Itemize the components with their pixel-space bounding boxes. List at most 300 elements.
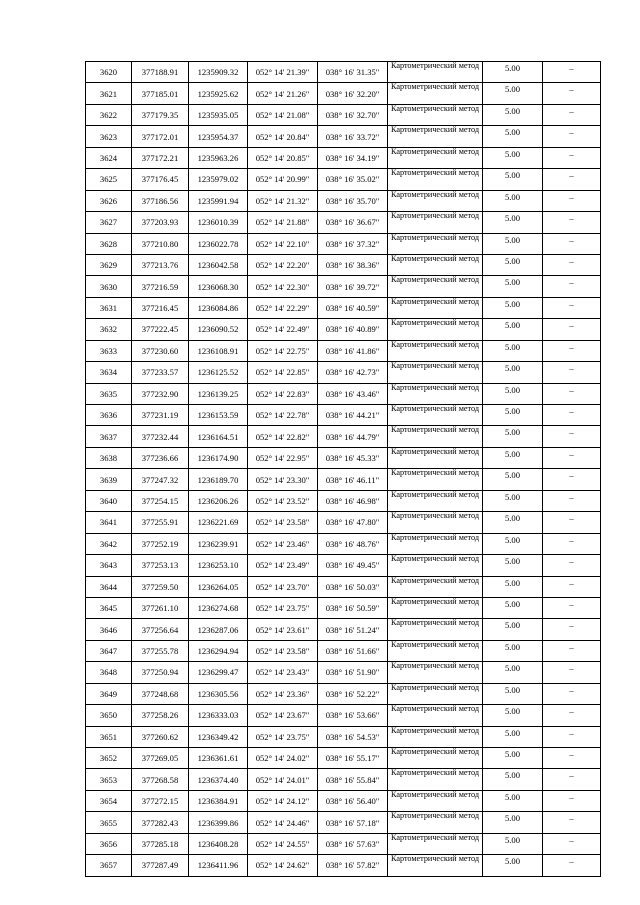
y-coordinate-cell: 1235979.02 bbox=[189, 169, 248, 190]
point-number-cell: 3648 bbox=[86, 662, 132, 683]
accuracy-cell: 5.00 bbox=[483, 147, 543, 168]
longitude-cell: 038° 16' 36.67" bbox=[318, 212, 388, 233]
y-coordinate-cell: 1236068.30 bbox=[189, 276, 248, 297]
table-row bbox=[86, 383, 601, 404]
longitude-cell: 038° 16' 43.46" bbox=[318, 383, 388, 404]
note-cell: – bbox=[543, 169, 601, 190]
y-coordinate-cell: 1236294.94 bbox=[189, 640, 248, 661]
point-number-cell: 3631 bbox=[86, 297, 132, 318]
method-cell: Картометрический метод bbox=[388, 855, 483, 876]
method-cell: Картометрический метод bbox=[388, 447, 483, 468]
longitude-cell: 038° 16' 33.72" bbox=[318, 126, 388, 147]
accuracy-cell: 5.00 bbox=[483, 362, 543, 383]
table-row bbox=[86, 790, 601, 811]
longitude-cell: 038° 16' 32.70" bbox=[318, 104, 388, 125]
x-coordinate-cell: 377256.64 bbox=[132, 619, 189, 640]
note-cell: – bbox=[543, 297, 601, 318]
x-coordinate-cell: 377185.01 bbox=[132, 83, 189, 104]
table-row bbox=[86, 319, 601, 340]
accuracy-cell: 5.00 bbox=[483, 405, 543, 426]
latitude-cell: 052° 14' 22.49" bbox=[248, 319, 318, 340]
point-number-cell: 3623 bbox=[86, 126, 132, 147]
method-cell: Картометрический метод bbox=[388, 512, 483, 533]
latitude-cell: 052° 14' 23.49" bbox=[248, 555, 318, 576]
longitude-cell: 038° 16' 44.21" bbox=[318, 405, 388, 426]
method-cell: Картометрический метод bbox=[388, 169, 483, 190]
y-coordinate-cell: 1235935.05 bbox=[189, 104, 248, 125]
longitude-cell: 038° 16' 56.40" bbox=[318, 790, 388, 811]
point-number-cell: 3649 bbox=[86, 683, 132, 704]
longitude-cell: 038° 16' 32.20" bbox=[318, 83, 388, 104]
point-number-cell: 3624 bbox=[86, 147, 132, 168]
y-coordinate-cell: 1236253.10 bbox=[189, 555, 248, 576]
longitude-cell: 038° 16' 41.86" bbox=[318, 340, 388, 361]
y-coordinate-cell: 1236239.91 bbox=[189, 533, 248, 554]
accuracy-cell: 5.00 bbox=[483, 383, 543, 404]
latitude-cell: 052° 14' 20.99" bbox=[248, 169, 318, 190]
method-cell: Картометрический метод bbox=[388, 212, 483, 233]
latitude-cell: 052° 14' 23.58" bbox=[248, 512, 318, 533]
latitude-cell: 052° 14' 24.12" bbox=[248, 790, 318, 811]
x-coordinate-cell: 377285.18 bbox=[132, 833, 189, 854]
table-row bbox=[86, 576, 601, 597]
accuracy-cell: 5.00 bbox=[483, 790, 543, 811]
accuracy-cell: 5.00 bbox=[483, 683, 543, 704]
x-coordinate-cell: 377260.62 bbox=[132, 726, 189, 747]
table-body bbox=[86, 62, 601, 877]
table-row bbox=[86, 705, 601, 726]
latitude-cell: 052° 14' 23.70" bbox=[248, 576, 318, 597]
coordinates-table bbox=[85, 61, 601, 877]
latitude-cell: 052° 14' 23.30" bbox=[248, 469, 318, 490]
latitude-cell: 052° 14' 23.67" bbox=[248, 705, 318, 726]
point-number-cell: 3646 bbox=[86, 619, 132, 640]
longitude-cell: 038° 16' 34.19" bbox=[318, 147, 388, 168]
table-row bbox=[86, 597, 601, 618]
note-cell: – bbox=[543, 405, 601, 426]
method-cell: Картометрический метод bbox=[388, 833, 483, 854]
point-number-cell: 3637 bbox=[86, 426, 132, 447]
note-cell: – bbox=[543, 705, 601, 726]
note-cell: – bbox=[543, 597, 601, 618]
x-coordinate-cell: 377287.49 bbox=[132, 855, 189, 876]
table-row bbox=[86, 833, 601, 854]
point-number-cell: 3653 bbox=[86, 769, 132, 790]
method-cell: Картометрический метод bbox=[388, 362, 483, 383]
accuracy-cell: 5.00 bbox=[483, 297, 543, 318]
method-cell: Картометрический метод bbox=[388, 790, 483, 811]
table-row bbox=[86, 726, 601, 747]
accuracy-cell: 5.00 bbox=[483, 576, 543, 597]
note-cell: – bbox=[543, 833, 601, 854]
accuracy-cell: 5.00 bbox=[483, 597, 543, 618]
point-number-cell: 3622 bbox=[86, 104, 132, 125]
accuracy-cell: 5.00 bbox=[483, 447, 543, 468]
longitude-cell: 038° 16' 42.73" bbox=[318, 362, 388, 383]
latitude-cell: 052° 14' 24.01" bbox=[248, 769, 318, 790]
x-coordinate-cell: 377259.50 bbox=[132, 576, 189, 597]
method-cell: Картометрический метод bbox=[388, 405, 483, 426]
x-coordinate-cell: 377179.35 bbox=[132, 104, 189, 125]
note-cell: – bbox=[543, 126, 601, 147]
method-cell: Картометрический метод bbox=[388, 83, 483, 104]
y-coordinate-cell: 1236139.25 bbox=[189, 383, 248, 404]
latitude-cell: 052° 14' 22.95" bbox=[248, 447, 318, 468]
method-cell: Картометрический метод bbox=[388, 190, 483, 211]
point-number-cell: 3654 bbox=[86, 790, 132, 811]
y-coordinate-cell: 1235925.62 bbox=[189, 83, 248, 104]
y-coordinate-cell: 1236299.47 bbox=[189, 662, 248, 683]
longitude-cell: 038° 16' 51.66" bbox=[318, 640, 388, 661]
point-number-cell: 3643 bbox=[86, 555, 132, 576]
y-coordinate-cell: 1236361.61 bbox=[189, 748, 248, 769]
x-coordinate-cell: 377186.56 bbox=[132, 190, 189, 211]
method-cell: Картометрический метод bbox=[388, 490, 483, 511]
note-cell: – bbox=[543, 640, 601, 661]
note-cell: – bbox=[543, 276, 601, 297]
accuracy-cell: 5.00 bbox=[483, 62, 543, 83]
table-row bbox=[86, 490, 601, 511]
table-row bbox=[86, 640, 601, 661]
x-coordinate-cell: 377172.01 bbox=[132, 126, 189, 147]
y-coordinate-cell: 1236287.06 bbox=[189, 619, 248, 640]
x-coordinate-cell: 377216.45 bbox=[132, 297, 189, 318]
y-coordinate-cell: 1236399.86 bbox=[189, 812, 248, 833]
latitude-cell: 052° 14' 23.52" bbox=[248, 490, 318, 511]
longitude-cell: 038° 16' 57.82" bbox=[318, 855, 388, 876]
accuracy-cell: 5.00 bbox=[483, 555, 543, 576]
method-cell: Картометрический метод bbox=[388, 383, 483, 404]
table-row bbox=[86, 190, 601, 211]
note-cell: – bbox=[543, 383, 601, 404]
accuracy-cell: 5.00 bbox=[483, 512, 543, 533]
note-cell: – bbox=[543, 533, 601, 554]
longitude-cell: 038° 16' 57.63" bbox=[318, 833, 388, 854]
point-number-cell: 3628 bbox=[86, 233, 132, 254]
latitude-cell: 052° 14' 21.39" bbox=[248, 62, 318, 83]
note-cell: – bbox=[543, 426, 601, 447]
note-cell: – bbox=[543, 190, 601, 211]
latitude-cell: 052° 14' 22.82" bbox=[248, 426, 318, 447]
latitude-cell: 052° 14' 23.58" bbox=[248, 640, 318, 661]
table-row bbox=[86, 769, 601, 790]
point-number-cell: 3636 bbox=[86, 405, 132, 426]
longitude-cell: 038° 16' 37.32" bbox=[318, 233, 388, 254]
table-row bbox=[86, 126, 601, 147]
point-number-cell: 3635 bbox=[86, 383, 132, 404]
table-row bbox=[86, 62, 601, 83]
method-cell: Картометрический метод bbox=[388, 683, 483, 704]
x-coordinate-cell: 377232.44 bbox=[132, 426, 189, 447]
accuracy-cell: 5.00 bbox=[483, 469, 543, 490]
longitude-cell: 038° 16' 54.53" bbox=[318, 726, 388, 747]
accuracy-cell: 5.00 bbox=[483, 319, 543, 340]
point-number-cell: 3642 bbox=[86, 533, 132, 554]
latitude-cell: 052° 14' 22.85" bbox=[248, 362, 318, 383]
x-coordinate-cell: 377258.26 bbox=[132, 705, 189, 726]
table-row bbox=[86, 533, 601, 554]
longitude-cell: 038° 16' 48.76" bbox=[318, 533, 388, 554]
note-cell: – bbox=[543, 212, 601, 233]
note-cell: – bbox=[543, 619, 601, 640]
longitude-cell: 038° 16' 57.18" bbox=[318, 812, 388, 833]
method-cell: Картометрический метод bbox=[388, 297, 483, 318]
x-coordinate-cell: 377254.15 bbox=[132, 490, 189, 511]
method-cell: Картометрический метод bbox=[388, 576, 483, 597]
latitude-cell: 052° 14' 24.46" bbox=[248, 812, 318, 833]
latitude-cell: 052° 14' 22.20" bbox=[248, 254, 318, 275]
note-cell: – bbox=[543, 512, 601, 533]
accuracy-cell: 5.00 bbox=[483, 812, 543, 833]
point-number-cell: 3634 bbox=[86, 362, 132, 383]
accuracy-cell: 5.00 bbox=[483, 833, 543, 854]
point-number-cell: 3627 bbox=[86, 212, 132, 233]
method-cell: Картометрический метод bbox=[388, 319, 483, 340]
latitude-cell: 052° 14' 22.30" bbox=[248, 276, 318, 297]
accuracy-cell: 5.00 bbox=[483, 619, 543, 640]
y-coordinate-cell: 1236408.28 bbox=[189, 833, 248, 854]
accuracy-cell: 5.00 bbox=[483, 662, 543, 683]
point-number-cell: 3647 bbox=[86, 640, 132, 661]
longitude-cell: 038° 16' 53.66" bbox=[318, 705, 388, 726]
table-row bbox=[86, 233, 601, 254]
point-number-cell: 3641 bbox=[86, 512, 132, 533]
note-cell: – bbox=[543, 447, 601, 468]
x-coordinate-cell: 377247.32 bbox=[132, 469, 189, 490]
point-number-cell: 3640 bbox=[86, 490, 132, 511]
note-cell: – bbox=[543, 555, 601, 576]
longitude-cell: 038° 16' 39.72" bbox=[318, 276, 388, 297]
table-row bbox=[86, 83, 601, 104]
y-coordinate-cell: 1236349.42 bbox=[189, 726, 248, 747]
y-coordinate-cell: 1236305.56 bbox=[189, 683, 248, 704]
x-coordinate-cell: 377250.94 bbox=[132, 662, 189, 683]
accuracy-cell: 5.00 bbox=[483, 169, 543, 190]
x-coordinate-cell: 377222.45 bbox=[132, 319, 189, 340]
longitude-cell: 038° 16' 35.02" bbox=[318, 169, 388, 190]
method-cell: Картометрический метод bbox=[388, 104, 483, 125]
method-cell: Картометрический метод bbox=[388, 533, 483, 554]
accuracy-cell: 5.00 bbox=[483, 190, 543, 211]
point-number-cell: 3630 bbox=[86, 276, 132, 297]
y-coordinate-cell: 1235954.37 bbox=[189, 126, 248, 147]
point-number-cell: 3644 bbox=[86, 576, 132, 597]
method-cell: Картометрический метод bbox=[388, 705, 483, 726]
note-cell: – bbox=[543, 748, 601, 769]
x-coordinate-cell: 377261.10 bbox=[132, 597, 189, 618]
table-row bbox=[86, 662, 601, 683]
longitude-cell: 038° 16' 38.36" bbox=[318, 254, 388, 275]
point-number-cell: 3626 bbox=[86, 190, 132, 211]
method-cell: Картометрический метод bbox=[388, 147, 483, 168]
longitude-cell: 038° 16' 52.22" bbox=[318, 683, 388, 704]
accuracy-cell: 5.00 bbox=[483, 126, 543, 147]
point-number-cell: 3656 bbox=[86, 833, 132, 854]
note-cell: – bbox=[543, 662, 601, 683]
latitude-cell: 052° 14' 22.78" bbox=[248, 405, 318, 426]
accuracy-cell: 5.00 bbox=[483, 726, 543, 747]
note-cell: – bbox=[543, 362, 601, 383]
point-number-cell: 3629 bbox=[86, 254, 132, 275]
note-cell: – bbox=[543, 233, 601, 254]
point-number-cell: 3657 bbox=[86, 855, 132, 876]
accuracy-cell: 5.00 bbox=[483, 705, 543, 726]
x-coordinate-cell: 377203.93 bbox=[132, 212, 189, 233]
point-number-cell: 3625 bbox=[86, 169, 132, 190]
point-number-cell: 3652 bbox=[86, 748, 132, 769]
latitude-cell: 052° 14' 23.43" bbox=[248, 662, 318, 683]
latitude-cell: 052° 14' 23.75" bbox=[248, 597, 318, 618]
x-coordinate-cell: 377230.60 bbox=[132, 340, 189, 361]
point-number-cell: 3655 bbox=[86, 812, 132, 833]
accuracy-cell: 5.00 bbox=[483, 769, 543, 790]
y-coordinate-cell: 1236090.52 bbox=[189, 319, 248, 340]
longitude-cell: 038° 16' 51.24" bbox=[318, 619, 388, 640]
table-row bbox=[86, 855, 601, 876]
note-cell: – bbox=[543, 683, 601, 704]
longitude-cell: 038° 16' 45.33" bbox=[318, 447, 388, 468]
table-row bbox=[86, 169, 601, 190]
accuracy-cell: 5.00 bbox=[483, 212, 543, 233]
x-coordinate-cell: 377233.57 bbox=[132, 362, 189, 383]
table-row bbox=[86, 683, 601, 704]
accuracy-cell: 5.00 bbox=[483, 490, 543, 511]
accuracy-cell: 5.00 bbox=[483, 533, 543, 554]
latitude-cell: 052° 14' 22.75" bbox=[248, 340, 318, 361]
x-coordinate-cell: 377282.43 bbox=[132, 812, 189, 833]
table-row bbox=[86, 104, 601, 125]
note-cell: – bbox=[543, 254, 601, 275]
y-coordinate-cell: 1236189.70 bbox=[189, 469, 248, 490]
method-cell: Картометрический метод bbox=[388, 640, 483, 661]
x-coordinate-cell: 377172.21 bbox=[132, 147, 189, 168]
y-coordinate-cell: 1236108.91 bbox=[189, 340, 248, 361]
table-row bbox=[86, 297, 601, 318]
latitude-cell: 052° 14' 20.85" bbox=[248, 147, 318, 168]
point-number-cell: 3621 bbox=[86, 83, 132, 104]
accuracy-cell: 5.00 bbox=[483, 426, 543, 447]
point-number-cell: 3645 bbox=[86, 597, 132, 618]
point-number-cell: 3633 bbox=[86, 340, 132, 361]
longitude-cell: 038° 16' 40.59" bbox=[318, 297, 388, 318]
accuracy-cell: 5.00 bbox=[483, 276, 543, 297]
x-coordinate-cell: 377188.91 bbox=[132, 62, 189, 83]
table-row bbox=[86, 748, 601, 769]
latitude-cell: 052° 14' 21.26" bbox=[248, 83, 318, 104]
latitude-cell: 052° 14' 22.83" bbox=[248, 383, 318, 404]
longitude-cell: 038° 16' 44.79" bbox=[318, 426, 388, 447]
accuracy-cell: 5.00 bbox=[483, 104, 543, 125]
note-cell: – bbox=[543, 812, 601, 833]
accuracy-cell: 5.00 bbox=[483, 254, 543, 275]
method-cell: Картометрический метод bbox=[388, 426, 483, 447]
point-number-cell: 3651 bbox=[86, 726, 132, 747]
table-row bbox=[86, 405, 601, 426]
accuracy-cell: 5.00 bbox=[483, 748, 543, 769]
accuracy-cell: 5.00 bbox=[483, 83, 543, 104]
table-row bbox=[86, 512, 601, 533]
longitude-cell: 038° 16' 55.84" bbox=[318, 769, 388, 790]
latitude-cell: 052° 14' 23.61" bbox=[248, 619, 318, 640]
table-row bbox=[86, 812, 601, 833]
point-number-cell: 3639 bbox=[86, 469, 132, 490]
y-coordinate-cell: 1236084.86 bbox=[189, 297, 248, 318]
method-cell: Картометрический метод bbox=[388, 62, 483, 83]
x-coordinate-cell: 377210.80 bbox=[132, 233, 189, 254]
accuracy-cell: 5.00 bbox=[483, 855, 543, 876]
method-cell: Картометрический метод bbox=[388, 126, 483, 147]
y-coordinate-cell: 1236374.40 bbox=[189, 769, 248, 790]
x-coordinate-cell: 377236.66 bbox=[132, 447, 189, 468]
method-cell: Картометрический метод bbox=[388, 662, 483, 683]
method-cell: Картометрический метод bbox=[388, 769, 483, 790]
table-row bbox=[86, 447, 601, 468]
latitude-cell: 052° 14' 23.36" bbox=[248, 683, 318, 704]
longitude-cell: 038° 16' 49.45" bbox=[318, 555, 388, 576]
y-coordinate-cell: 1236174.90 bbox=[189, 447, 248, 468]
x-coordinate-cell: 377252.19 bbox=[132, 533, 189, 554]
x-coordinate-cell: 377255.91 bbox=[132, 512, 189, 533]
y-coordinate-cell: 1236264.05 bbox=[189, 576, 248, 597]
longitude-cell: 038° 16' 47.80" bbox=[318, 512, 388, 533]
longitude-cell: 038° 16' 35.70" bbox=[318, 190, 388, 211]
accuracy-cell: 5.00 bbox=[483, 340, 543, 361]
x-coordinate-cell: 377232.90 bbox=[132, 383, 189, 404]
point-number-cell: 3632 bbox=[86, 319, 132, 340]
point-number-cell: 3620 bbox=[86, 62, 132, 83]
latitude-cell: 052° 14' 22.10" bbox=[248, 233, 318, 254]
note-cell: – bbox=[543, 469, 601, 490]
x-coordinate-cell: 377255.78 bbox=[132, 640, 189, 661]
note-cell: – bbox=[543, 319, 601, 340]
latitude-cell: 052° 14' 24.02" bbox=[248, 748, 318, 769]
table-row bbox=[86, 276, 601, 297]
table-row bbox=[86, 555, 601, 576]
y-coordinate-cell: 1236042.58 bbox=[189, 254, 248, 275]
longitude-cell: 038° 16' 46.98" bbox=[318, 490, 388, 511]
x-coordinate-cell: 377269.05 bbox=[132, 748, 189, 769]
y-coordinate-cell: 1236010.39 bbox=[189, 212, 248, 233]
x-coordinate-cell: 377272.15 bbox=[132, 790, 189, 811]
y-coordinate-cell: 1236411.96 bbox=[189, 855, 248, 876]
x-coordinate-cell: 377213.76 bbox=[132, 254, 189, 275]
note-cell: – bbox=[543, 769, 601, 790]
method-cell: Картометрический метод bbox=[388, 555, 483, 576]
point-number-cell: 3638 bbox=[86, 447, 132, 468]
y-coordinate-cell: 1236164.51 bbox=[189, 426, 248, 447]
method-cell: Картометрический метод bbox=[388, 340, 483, 361]
note-cell: – bbox=[543, 147, 601, 168]
accuracy-cell: 5.00 bbox=[483, 640, 543, 661]
y-coordinate-cell: 1236206.26 bbox=[189, 490, 248, 511]
longitude-cell: 038° 16' 51.90" bbox=[318, 662, 388, 683]
note-cell: – bbox=[543, 62, 601, 83]
y-coordinate-cell: 1236153.59 bbox=[189, 405, 248, 426]
method-cell: Картометрический метод bbox=[388, 748, 483, 769]
note-cell: – bbox=[543, 83, 601, 104]
method-cell: Картометрический метод bbox=[388, 619, 483, 640]
y-coordinate-cell: 1236022.78 bbox=[189, 233, 248, 254]
method-cell: Картометрический метод bbox=[388, 726, 483, 747]
note-cell: – bbox=[543, 576, 601, 597]
note-cell: – bbox=[543, 726, 601, 747]
latitude-cell: 052° 14' 21.08" bbox=[248, 104, 318, 125]
x-coordinate-cell: 377268.58 bbox=[132, 769, 189, 790]
latitude-cell: 052° 14' 20.84" bbox=[248, 126, 318, 147]
note-cell: – bbox=[543, 340, 601, 361]
table-row bbox=[86, 147, 601, 168]
method-cell: Картометрический метод bbox=[388, 276, 483, 297]
